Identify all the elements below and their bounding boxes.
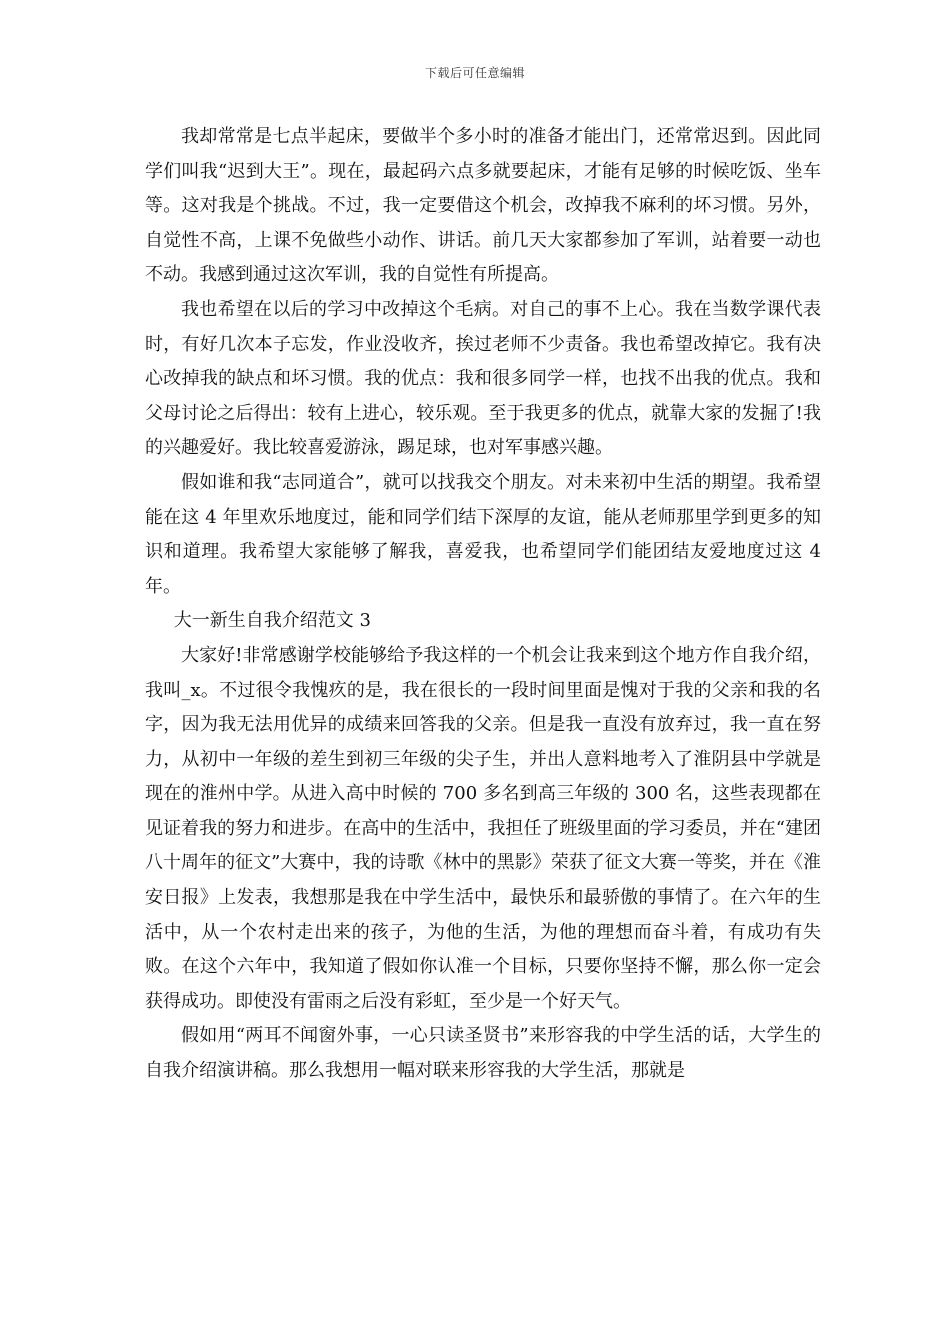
paragraph: 我却常常是七点半起床，要做半个多小时的准备才能出门，还常常迟到。因此同学们叫我“迟到大王”。现在，最起码六点多就要起床，才能有足够的时候吃饭、坐车等。这对我是个挑战。不过，我一定要借这个机会，改掉我不麻利的坏习惯。另外，自觉性不高，上课不免做些小动作、讲话。前几天大家都参加了军训，站着要一动也不动。我感到通过这次军训，我的自觉性有所提高。 [145,126,821,286]
paragraph: 假如用“两耳不闻窗外事，一心只读圣贤书”来形容我的中学生活的话，大学生的自我介绍演讲稿。那么我想用一幅对联来形容我的大学生活，那就是 [145,1025,821,1082]
section-heading: 大一新生自我介绍范文 3 [173,610,371,632]
paragraph: 我也希望在以后的学习中改掉这个毛病。对自己的事不上心。我在当数学课代表时，有好几次本子忘发，作业没收齐，挨过老师不少责备。我也希望改掉它。我有决心改掉我的缺点和坏习惯。我的优点：我和很多同学一样，也找不出我的优点。我和父母讨论之后得出：较有上进心，较乐观。至于我更多的优点，就靠大家的发掘了!我的兴趣爱好。我比较喜爱游泳，踢足球，也对军事感兴趣。 [145,298,821,459]
paragraph: 假如谁和我“志同道合”，就可以找我交个朋友。对未来初中生活的期望。我希望能在这 4 年里欢乐地度过，能和同学们结下深厚的友谊，能从老师那里学到更多的知识和道理。我希望大家能够了解我，喜爱我，也希望同学们能团结友爱地度过这 4 年。 [145,471,827,597]
document-body [145,120,827,1089]
paragraph: 大家好!非常感谢学校能够给予我这样的一个机会让我来到这个地方作自我介绍，我叫_x。不过很令我愧疚的是，我在很长的一段时间里面是愧对于我的父亲和我的名字，因为我无法用优异的成绩来回答我的父亲。但是我一直没有放弃过，我一直在努力，从初中一年级的差生到初三年级的尖子生，并出人意料地考入了淮阴县中学就是现在的淮州中学。从进入高中时候的 700 多名到高三年级的 300 名，这些表现都在见证着我的努力和进步。在高中的生活中，我担任了班级里面的学习委员，并在“建团八十周年的征文”大赛中，我的诗歌《林中的黑影》荣获了征文大赛一等奖，并在《淮安日报》上发表，我想那是我在中学生活中，最快乐和最骄傲的事情了。在六年的生活中，从一个农村走出来的孩子，为他的生活，为他的理想而奋斗着，有成功有失败。在这个六年中，我知道了假如你认准一个目标，只要你坚持不懈，那么你一定会获得成功。即使没有雷雨之后没有彩虹，至少是一个好天气。 [145,644,821,1012]
page-header: 下载后可任意编辑 [424,66,525,80]
